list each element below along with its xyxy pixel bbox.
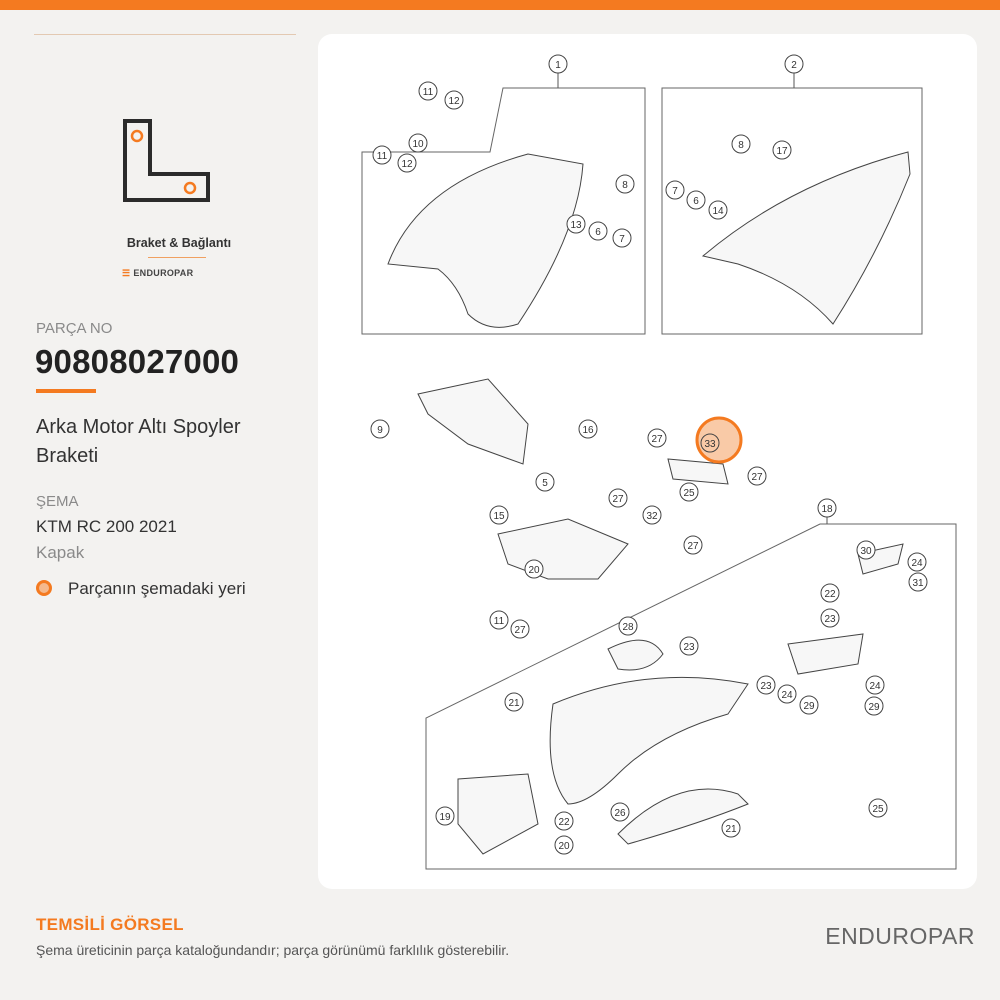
svg-text:14: 14 [712,206,724,217]
svg-text:20: 20 [558,841,570,852]
callout-22a [821,584,839,602]
header-divider [34,34,296,35]
representative-image-title: TEMSİLİ GÖRSEL [36,915,184,934]
callout-12b [398,154,416,172]
diagram-panel [318,34,977,889]
svg-text:20: 20 [528,565,540,576]
callout-6b [687,191,705,209]
svg-text:17: 17 [776,146,788,157]
category-label: Braket & Bağlantı [126,236,232,250]
callout-23c [757,676,775,694]
svg-text:8: 8 [738,140,744,151]
svg-text:31: 31 [912,578,924,589]
callout-18 [818,499,836,517]
callout-27b [748,467,766,485]
svg-text:30: 30 [860,546,872,557]
svg-text:11: 11 [493,616,505,627]
callout-27c [609,489,627,507]
callout-24a [908,553,926,571]
callout-5 [536,473,554,491]
highlighted-part-33 [697,418,741,462]
callout-20a [525,560,543,578]
schema-label: ŞEMA [36,493,79,510]
svg-text:22: 22 [824,589,836,600]
callout-32 [643,506,661,524]
svg-text:10: 10 [412,139,424,150]
callout-12a [445,91,463,109]
svg-text:1: 1 [555,60,561,71]
callout-8b [732,135,750,153]
callout-6a [589,222,607,240]
callout-11a [419,82,437,100]
part-number: 90808027000 [35,343,240,380]
svg-text:15: 15 [493,511,505,522]
brand-mini-logo [122,268,193,279]
exploded-parts-diagram [318,34,977,889]
callout-7a [613,229,631,247]
svg-text:27: 27 [751,472,763,483]
svg-text:22: 22 [558,817,570,828]
callout-27e [511,620,529,638]
svg-text:24: 24 [869,681,881,692]
callout-29b [865,697,883,715]
svg-text:12: 12 [401,159,413,170]
schema-section: Kapak [36,543,85,562]
svg-text:23: 23 [760,681,772,692]
brand-mark-icon: ☰ [122,268,131,278]
svg-text:8: 8 [622,180,628,191]
callout-13 [567,215,585,233]
callout-1 [549,55,567,73]
svg-text:7: 7 [672,186,678,197]
callout-25a [680,483,698,501]
callout-15 [490,506,508,524]
callout-11c [490,611,508,629]
svg-text:2: 2 [791,60,797,71]
svg-text:9: 9 [377,425,383,436]
svg-text:25: 25 [683,488,695,499]
footer-brand: ENDUROPAR [825,923,975,949]
svg-text:27: 27 [651,434,663,445]
top-accent-bar [0,0,1000,10]
svg-text:11: 11 [376,151,388,162]
callout-20b [555,836,573,854]
callout-27a [648,429,666,447]
svg-text:6: 6 [693,196,699,207]
callout-31 [909,573,927,591]
callout-10 [409,134,427,152]
svg-text:25: 25 [872,804,884,815]
legend-text: Parçanın şemadaki yeri [68,579,246,598]
svg-text:21: 21 [725,824,737,835]
category-underline [148,257,206,258]
callout-24c [866,676,884,694]
svg-text:7: 7 [619,234,625,245]
schema-model: KTM RC 200 2021 [36,517,177,536]
callout-17 [773,141,791,159]
svg-text:28: 28 [622,622,634,633]
svg-text:26: 26 [614,808,626,819]
svg-text:11: 11 [422,87,434,98]
representative-image-note: Şema üreticinin parça kataloğundandır; parça görünümü farklılık gösterebilir. [36,942,510,958]
callout-2 [785,55,803,73]
svg-text:23: 23 [824,614,836,625]
brand-mini-text: ENDUROPAR [133,268,194,278]
svg-text:32: 32 [646,511,658,522]
highlight-marker-icon [36,580,52,596]
svg-text:21: 21 [508,698,520,709]
callout-24b [778,685,796,703]
svg-text:24: 24 [781,690,793,701]
callout-21a [505,693,523,711]
svg-text:27: 27 [514,625,526,636]
svg-text:19: 19 [439,812,451,823]
svg-text:6: 6 [595,227,601,238]
callout-22b [555,812,573,830]
callout-14 [709,201,727,219]
svg-text:5: 5 [542,478,548,489]
svg-text:18: 18 [821,504,833,515]
svg-text:29: 29 [803,701,815,712]
callout-8a [616,175,634,193]
svg-text:13: 13 [570,220,582,231]
svg-text:29: 29 [868,702,880,713]
svg-text:33: 33 [704,439,716,450]
svg-text:12: 12 [448,96,460,107]
callout-30 [857,541,875,559]
l-bracket-icon [120,118,214,213]
callout-7b [666,181,684,199]
callout-28 [619,617,637,635]
callout-19 [436,807,454,825]
callout-27d [684,536,702,554]
callout-29a [800,696,818,714]
callout-23a [821,609,839,627]
callout-11b [373,146,391,164]
callout-9 [371,420,389,438]
svg-text:23: 23 [683,642,695,653]
svg-text:27: 27 [687,541,699,552]
svg-text:16: 16 [582,425,594,436]
part-name: Arka Motor Altı Spoyler Braketi [36,416,241,467]
callout-26 [611,803,629,821]
callout-21b [722,819,740,837]
svg-text:27: 27 [612,494,624,505]
svg-text:24: 24 [911,558,923,569]
callout-25b [869,799,887,817]
callout-23b [680,637,698,655]
callout-16 [579,420,597,438]
part-number-underline [36,389,96,393]
part-number-label: PARÇA NO [36,320,113,337]
